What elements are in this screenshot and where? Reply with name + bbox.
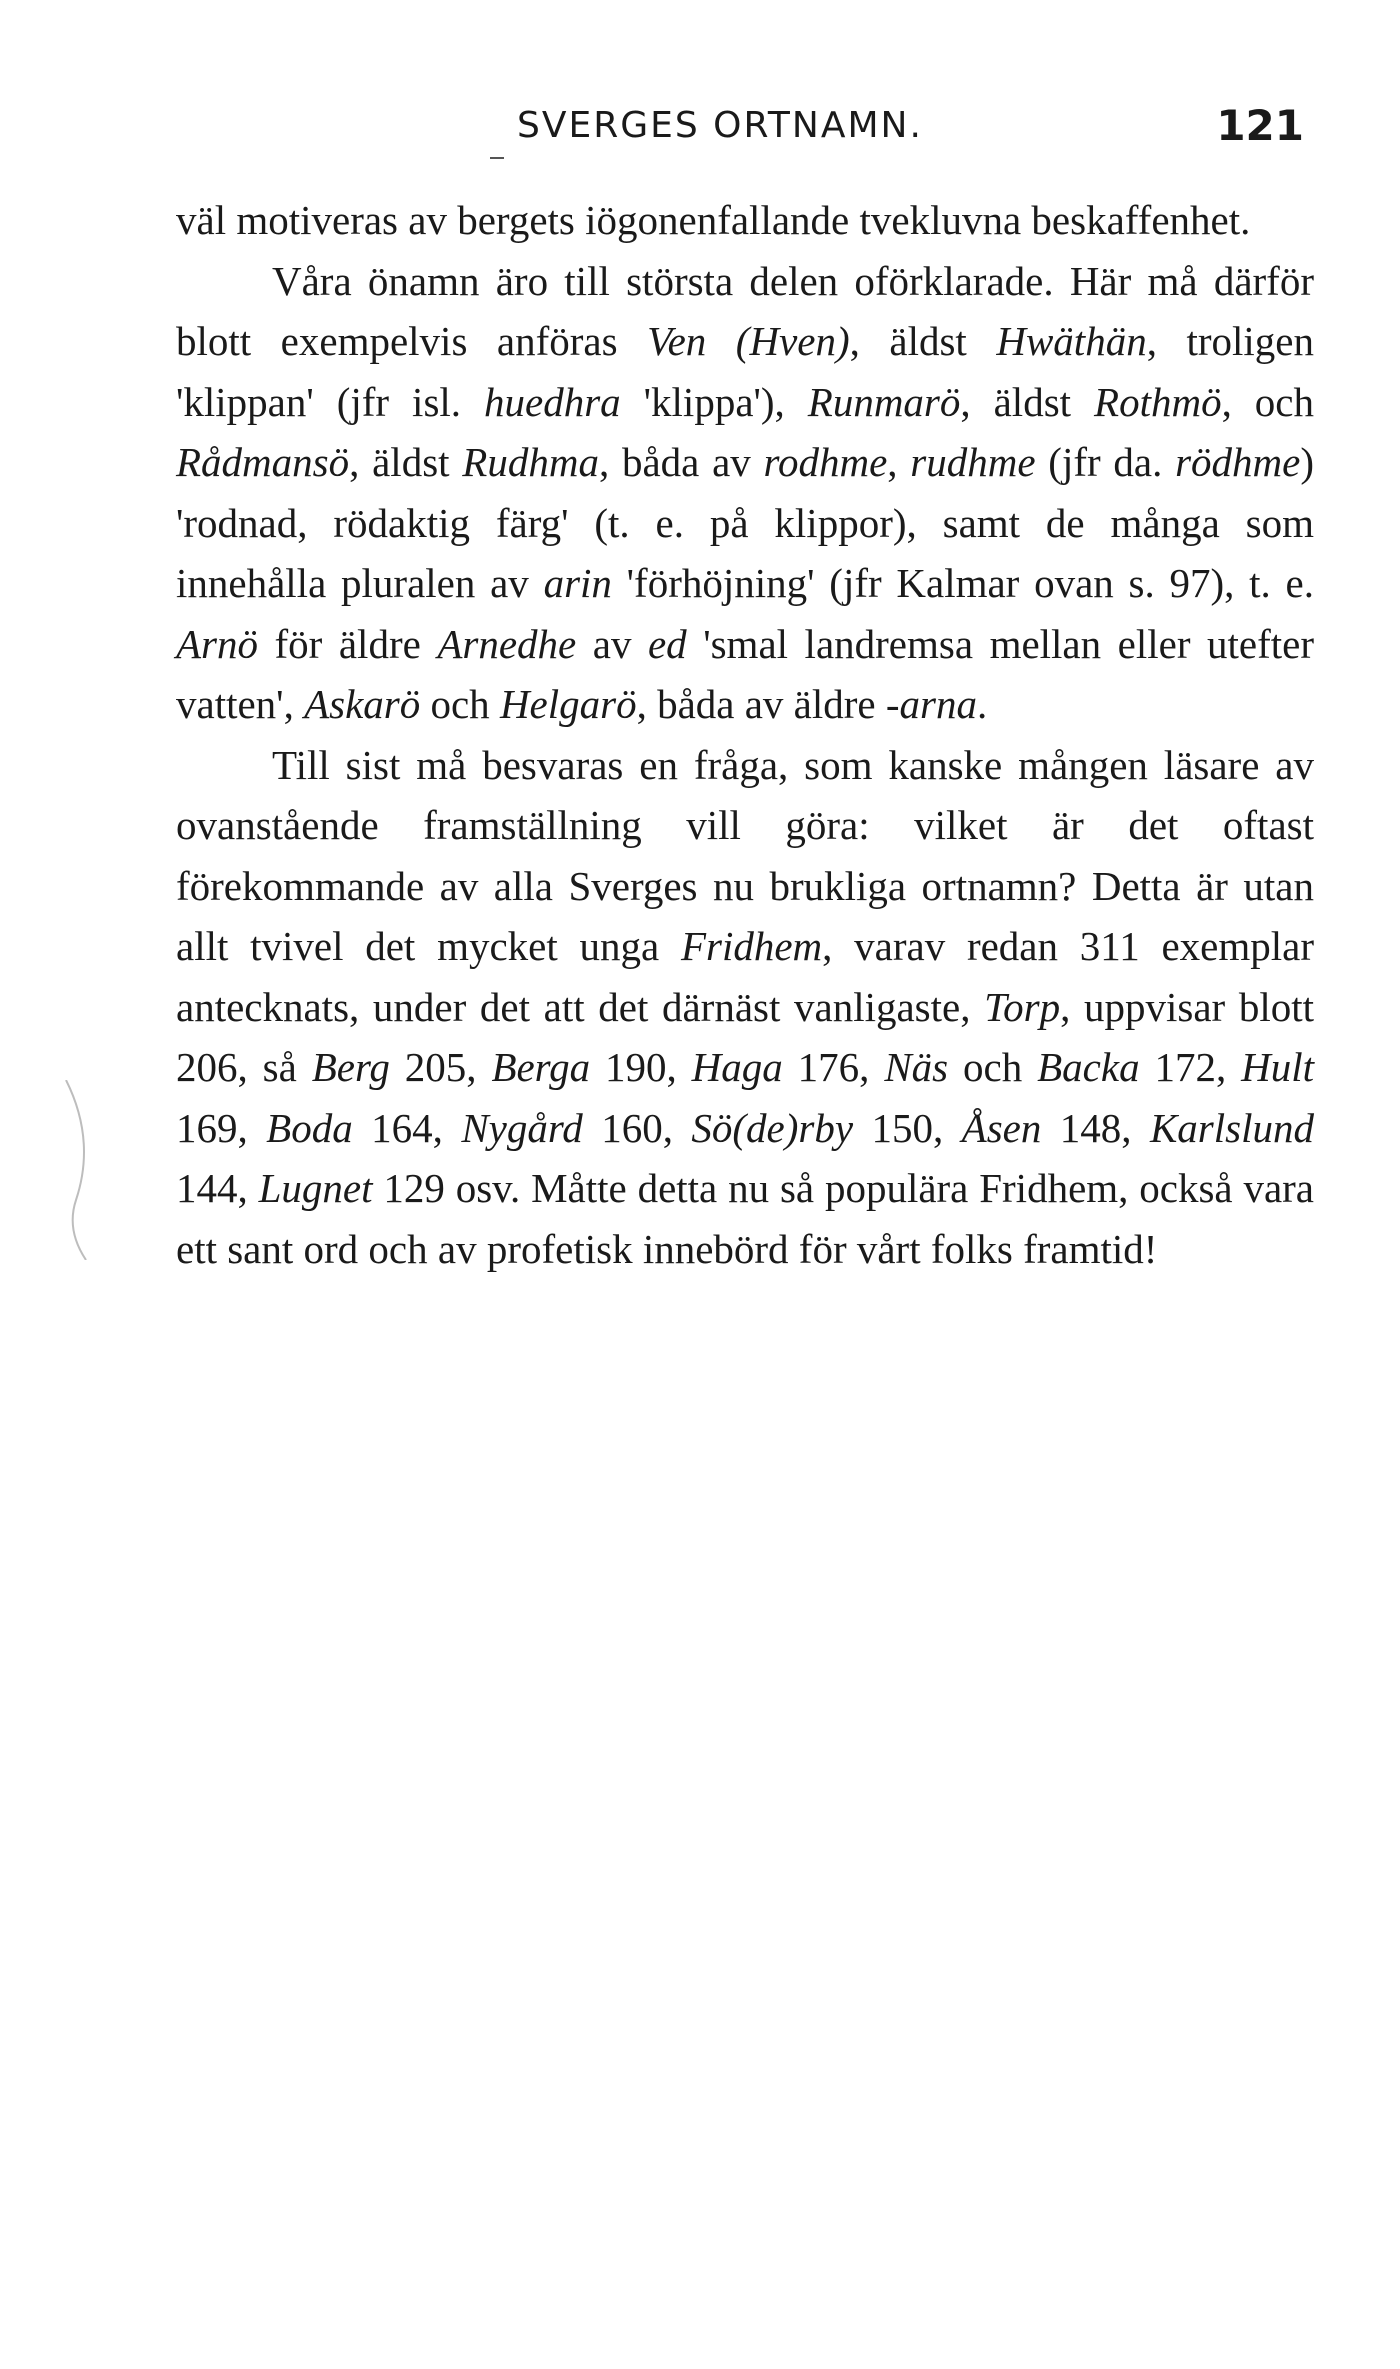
italic-place-name: rudhme bbox=[910, 439, 1036, 485]
italic-place-name: Fridhem bbox=[680, 923, 823, 969]
text-run: för äldre bbox=[258, 620, 438, 667]
text-run: 'klippa'), bbox=[620, 378, 808, 425]
text-run: , äldst bbox=[849, 318, 997, 364]
text-run: , äldst bbox=[349, 439, 463, 485]
italic-place-name: Lugnet bbox=[258, 1165, 373, 1211]
paragraph-body bbox=[176, 197, 1250, 243]
text-run: , och bbox=[1221, 378, 1314, 425]
text-run: och bbox=[420, 681, 500, 727]
italic-place-name: Berga bbox=[491, 1044, 591, 1090]
text-run: 205, bbox=[389, 1044, 492, 1090]
italic-place-name: Hult bbox=[1241, 1044, 1315, 1090]
text-run: ) 'rodnad, rödaktig färg' (t. e. på klippor), samt de många som innehålla pluralen av bbox=[176, 439, 1315, 606]
text-run: 148, bbox=[1041, 1104, 1150, 1151]
text-run: , båda av äldre bbox=[636, 681, 886, 727]
italic-place-name: Arnedhe bbox=[437, 620, 577, 667]
text-run: 144, bbox=[176, 1165, 259, 1211]
text-run: 164, bbox=[352, 1104, 462, 1151]
text-run: , bbox=[887, 439, 911, 485]
text-run: , uppvisar blott 206, så bbox=[176, 983, 1315, 1090]
italic-place-name: Arnö bbox=[176, 620, 258, 667]
page-number: 121 bbox=[1216, 101, 1304, 150]
body-text bbox=[176, 190, 1314, 1279]
text-run: 176, bbox=[782, 1044, 885, 1090]
header-dash-mark bbox=[490, 157, 504, 159]
italic-place-name: Åsen bbox=[961, 1104, 1042, 1151]
italic-place-name: Hwäthän bbox=[996, 318, 1147, 364]
italic-place-name: huedhra bbox=[484, 378, 621, 425]
paragraph-p1 bbox=[176, 190, 1314, 251]
text-run: och bbox=[948, 1044, 1038, 1090]
text-run: 172, bbox=[1139, 1044, 1242, 1090]
text-run: , varav redan 311 exemplar antecknats, under det att det därnäst vanligaste, bbox=[176, 923, 1314, 1030]
italic-place-name: ed bbox=[647, 620, 687, 667]
italic-place-name: rödhme bbox=[1175, 439, 1301, 485]
italic-place-name: Runmarö bbox=[807, 378, 961, 425]
italic-place-name: Askarö bbox=[304, 681, 421, 727]
italic-place-name: Ven (Hven) bbox=[647, 318, 850, 364]
text-run: 190, bbox=[590, 1044, 692, 1090]
text-run: väl motiveras av bergets iögonenfallande tvekluvna beskaffenhet. bbox=[176, 197, 1251, 243]
italic-place-name: Berg bbox=[311, 1044, 390, 1090]
italic-place-name: Karlslund bbox=[1149, 1104, 1314, 1151]
italic-place-name: Haga bbox=[691, 1044, 783, 1090]
italic-place-name: Backa bbox=[1037, 1044, 1140, 1090]
paragraph-p2 bbox=[176, 251, 1314, 735]
italic-place-name: rodhme bbox=[763, 439, 888, 485]
italic-place-name: Helgarö bbox=[499, 681, 637, 727]
paragraph-body bbox=[176, 258, 1314, 728]
paragraph-body bbox=[176, 742, 1314, 1272]
italic-place-name: arin bbox=[543, 560, 612, 606]
text-run: . bbox=[977, 681, 988, 727]
running-title: SVERGES ORTNAMN. bbox=[517, 105, 923, 146]
text-run: 'förhöjning' (jfr Kalmar ovan s. 97), t. e. bbox=[611, 560, 1314, 606]
text-run: , äldst bbox=[960, 378, 1095, 425]
italic-place-name: Rothmö bbox=[1094, 378, 1222, 425]
margin-fold-mark bbox=[56, 1080, 116, 1260]
page-header bbox=[176, 96, 1314, 156]
text-run: Till sist må besvaras en fråga, som kanske mången läsare av ovanstående framställning vill göra: vilket är det oftast förekommande av alla Sverges nu brukliga ortnamn? Detta är utan allt tvivel det mycket unga bbox=[176, 741, 1314, 969]
text-run: Våra önamn äro till största delen oförklarade. Här må därför blott exempelvis anföras bbox=[176, 257, 1314, 364]
text-run: 129 osv. Måtte detta nu så populära Fridhem, också vara ett sant ord och av profetisk innebörd för vårt folks framtid! bbox=[176, 1165, 1315, 1272]
text-run: 169, bbox=[176, 1104, 267, 1151]
italic-place-name: Sö(de)rby bbox=[691, 1104, 854, 1151]
text-run: 150, bbox=[853, 1104, 962, 1151]
italic-place-name: Torp bbox=[984, 983, 1061, 1030]
paragraph-p3 bbox=[176, 735, 1314, 1280]
text-run: av bbox=[576, 620, 648, 667]
italic-place-name: Näs bbox=[884, 1044, 949, 1090]
italic-place-name: Boda bbox=[266, 1104, 353, 1151]
italic-place-name: -arna bbox=[885, 681, 977, 727]
text-run: , troligen 'klippan' (jfr isl. bbox=[176, 318, 1314, 425]
text-run: (jfr da. bbox=[1035, 439, 1176, 485]
italic-place-name: Rudhma bbox=[462, 439, 599, 485]
italic-place-name: Nygård bbox=[461, 1104, 583, 1151]
text-run: 'smal landremsa mellan eller utefter vatten', bbox=[176, 620, 1314, 727]
italic-place-name: Rådmansö bbox=[176, 439, 350, 485]
text-run: 160, bbox=[582, 1104, 692, 1151]
text-run: , båda av bbox=[598, 439, 764, 485]
